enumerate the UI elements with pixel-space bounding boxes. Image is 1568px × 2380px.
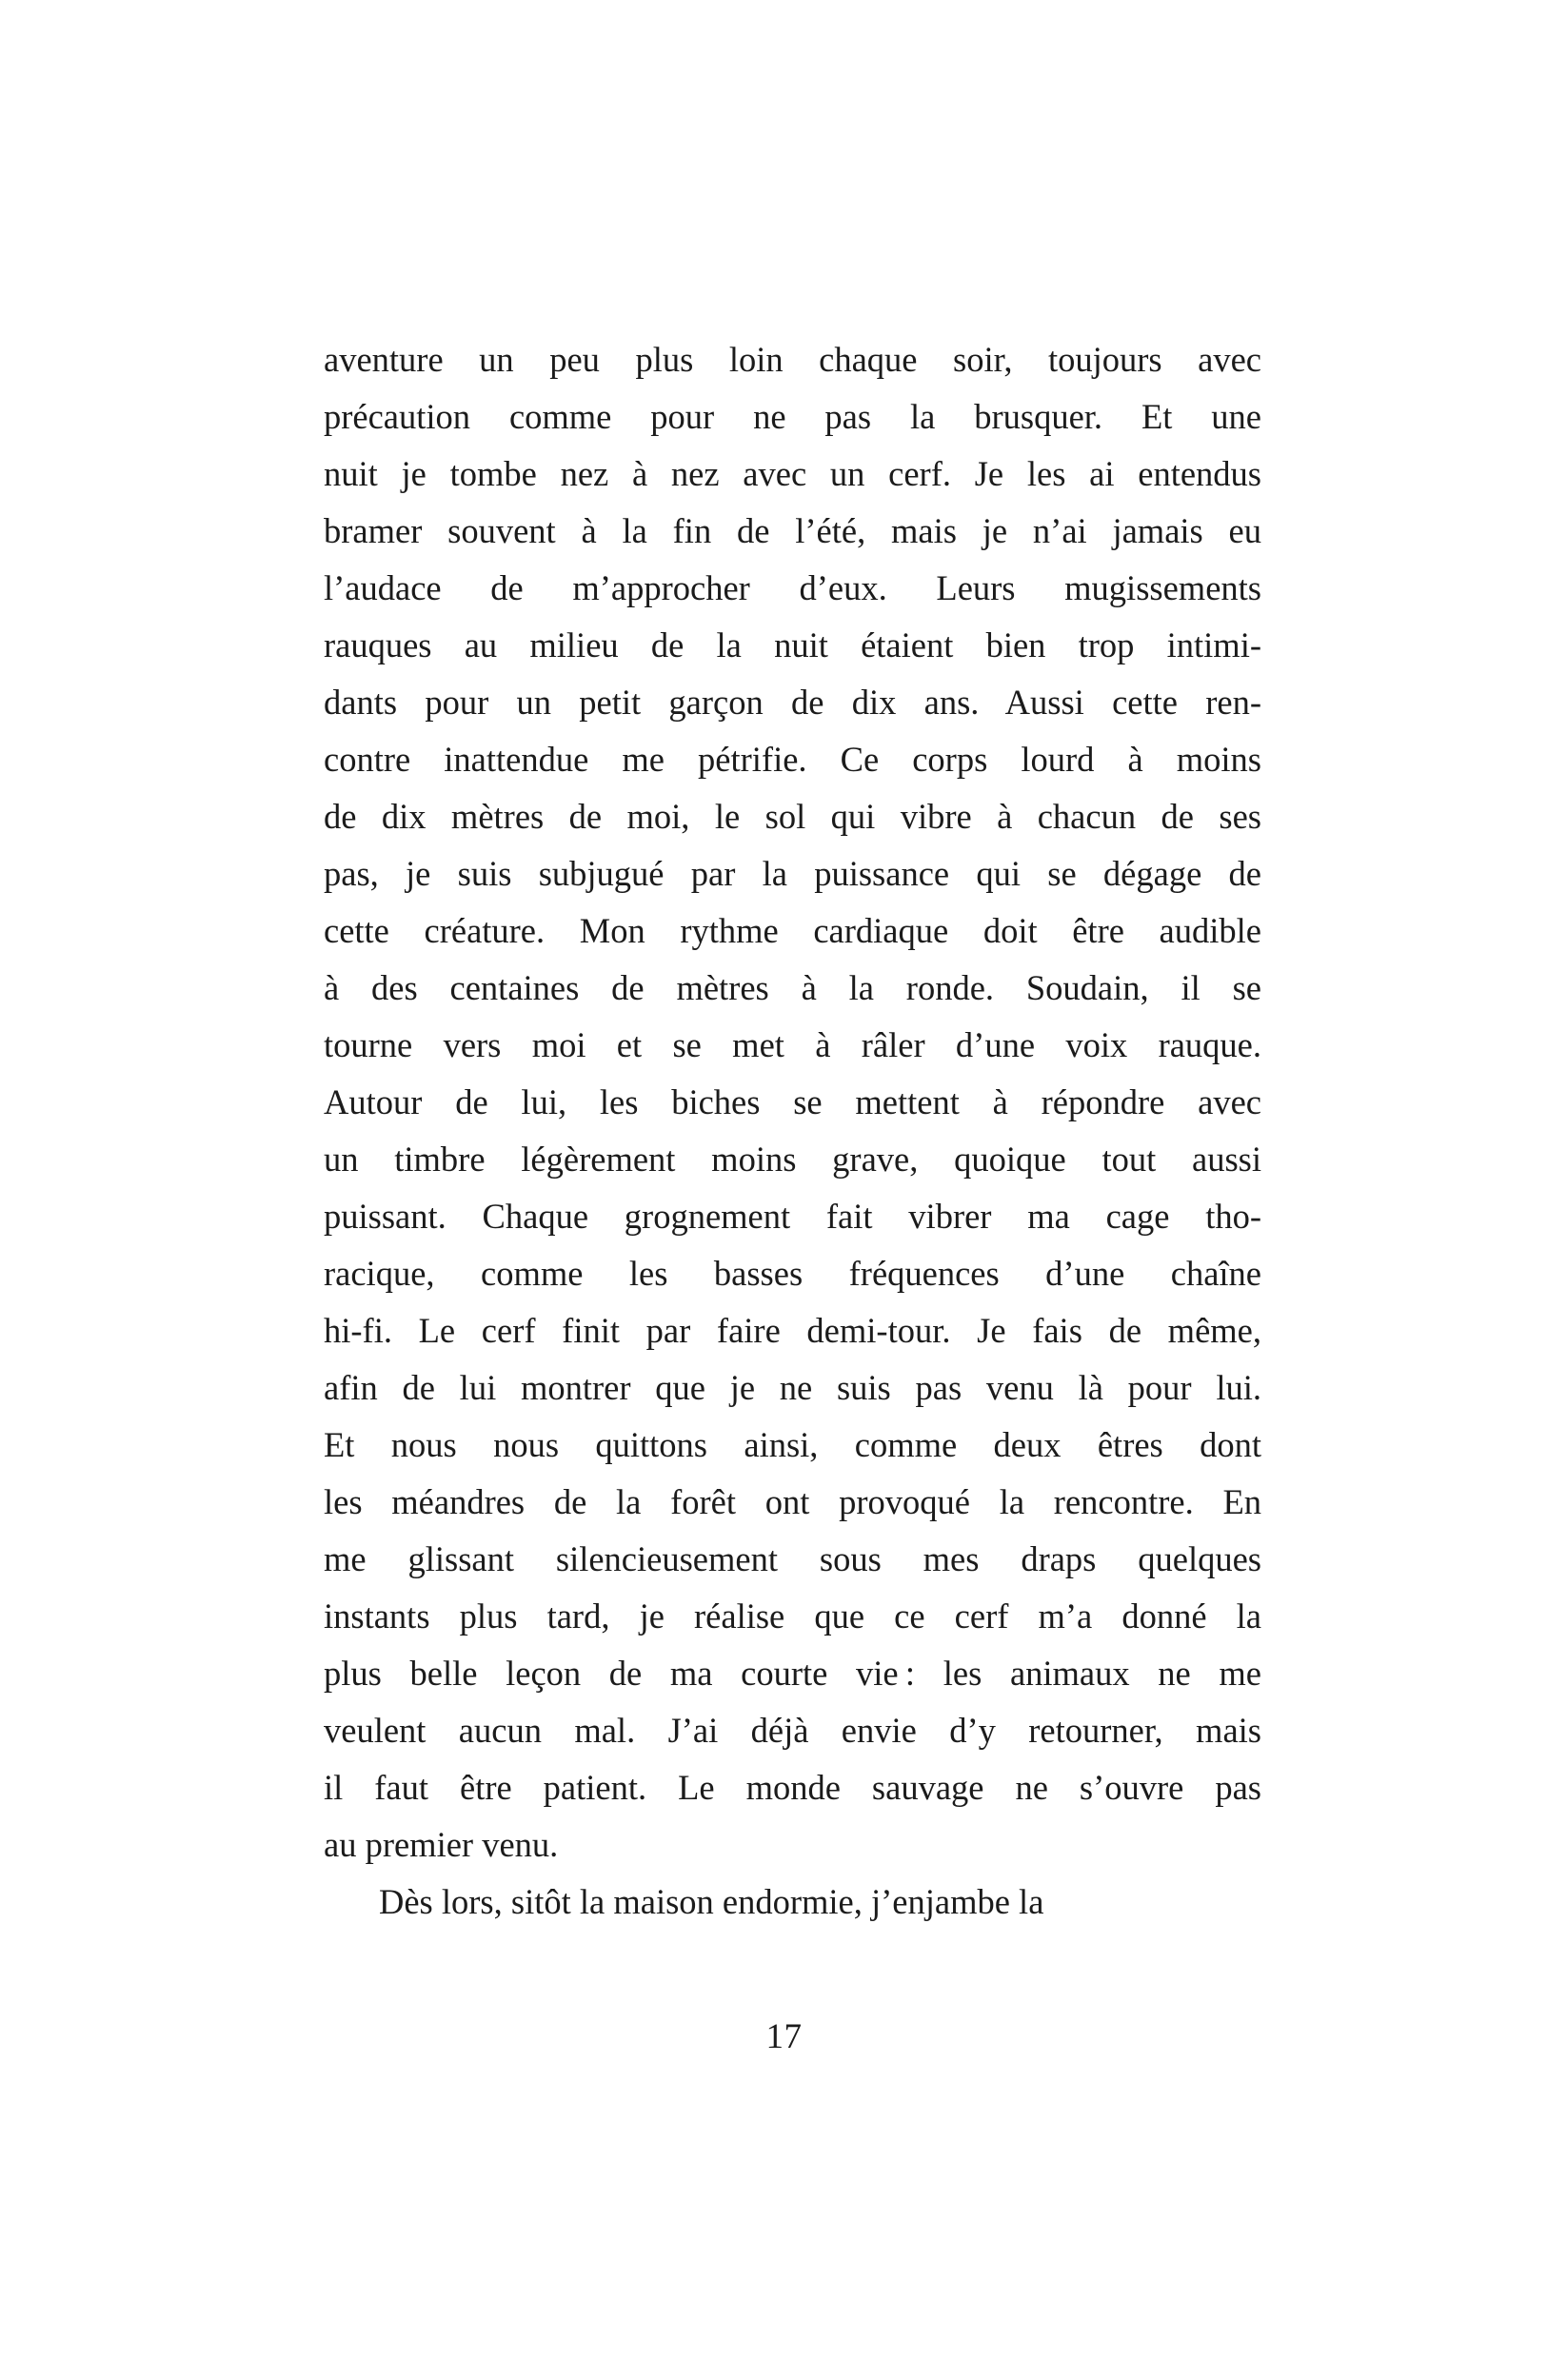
text-line: dants pour un petit garçon de dix ans. Aussi cette ren- — [324, 683, 1261, 722]
text-line: Autour de lui, les biches se mettent à répondre avec — [324, 1082, 1261, 1121]
text-line: aventure un peu plus loin chaque soir, toujours avec — [324, 340, 1261, 379]
text-line: contre inattendue me pétrifie. Ce corps lourd à moins — [324, 740, 1261, 779]
text-line: précaution comme pour ne pas la brusquer. Et une — [324, 397, 1261, 436]
page-number: 17 — [765, 2017, 803, 2056]
text-line: veulent aucun mal. J’ai déjà envie d’y retourner, mais — [324, 1711, 1261, 1750]
paragraph-1 — [324, 331, 1261, 1874]
text-line: de dix mètres de moi, le sol qui vibre à chacun de ses — [324, 797, 1261, 836]
text-line: me glissant silencieusement sous mes draps quelques — [324, 1539, 1261, 1578]
text-line: il faut être patient. Le monde sauvage ne s’ouvre pas — [324, 1768, 1261, 1807]
text-line: Et nous nous quittons ainsi, comme deux êtres dont — [324, 1425, 1261, 1464]
text-line: plus belle leçon de ma courte vie : les animaux ne me — [324, 1654, 1261, 1693]
text-line: Dès lors, sitôt la maison endormie, j’enjambe la — [379, 1882, 1044, 1921]
text-line: racique, comme les basses fréquences d’une chaîne — [324, 1254, 1261, 1293]
text-line: à des centaines de mètres à la ronde. Soudain, il se — [324, 968, 1261, 1007]
text-line: rauques au milieu de la nuit étaient bien trop intimi- — [324, 625, 1261, 664]
paragraph-2 — [324, 1874, 1261, 1931]
text-line: nuit je tombe nez à nez avec un cerf. Je les ai entendus — [324, 454, 1261, 493]
text-line: un timbre légèrement moins grave, quoique tout aussi — [324, 1140, 1261, 1179]
text-line: instants plus tard, je réalise que ce cerf m’a donné la — [324, 1597, 1261, 1636]
text-line: afin de lui montrer que je ne suis pas venu là pour lui. — [324, 1368, 1261, 1407]
text-line: au premier venu. — [324, 1825, 559, 1864]
text-line: bramer souvent à la fin de l’été, mais je n’ai jamais eu — [324, 511, 1261, 550]
text-line: pas, je suis subjugué par la puissance qui se dégage de — [324, 854, 1261, 893]
page-text-block — [324, 331, 1261, 1931]
text-line: hi-fi. Le cerf finit par faire demi-tour. Je fais de même, — [324, 1311, 1261, 1350]
text-line: puissant. Chaque grognement fait vibrer ma cage tho- — [324, 1197, 1261, 1236]
text-line: l’audace de m’approcher d’eux. Leurs mugissements — [324, 568, 1261, 607]
text-line: cette créature. Mon rythme cardiaque doit être audible — [324, 911, 1261, 950]
text-line: les méandres de la forêt ont provoqué la rencontre. En — [324, 1482, 1261, 1521]
text-line: tourne vers moi et se met à râler d’une voix rauque. — [324, 1025, 1261, 1064]
